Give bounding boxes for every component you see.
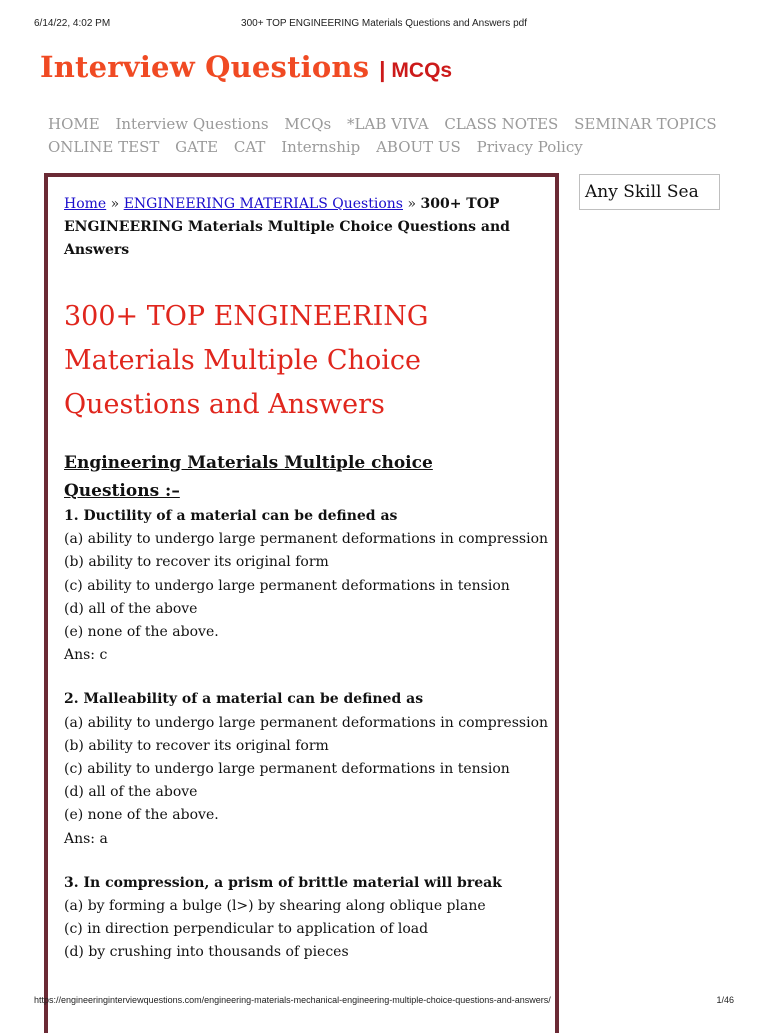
question-option: (c) ability to undergo large permanent deformations in tension <box>64 577 510 594</box>
print-page-number: 1/46 <box>716 995 734 1005</box>
breadcrumb-current: 300+ TOP ENGINEERING Materials Multiple Choice Questions and Answers <box>64 196 510 258</box>
nav-row-2 <box>48 136 718 159</box>
nav-item-lab-viva[interactable]: *LAB VIVA <box>347 115 429 133</box>
brand-separator: | <box>379 57 386 82</box>
nav-item-home[interactable]: HOME <box>48 115 100 133</box>
site-logo[interactable] <box>40 50 452 84</box>
question-option: (c) in direction perpendicular to application of load <box>64 921 429 938</box>
nav-item-interview-questions[interactable]: Interview Questions <box>115 115 269 133</box>
question-text: 3. In compression, a prism of brittle material will break <box>64 874 502 891</box>
question-option: (d) by crushing into thousands of pieces <box>64 944 349 961</box>
nav-item-seminar-topics[interactable]: SEMINAR TOPICS <box>574 115 717 133</box>
nav-item-cat[interactable]: CAT <box>233 138 266 156</box>
question-text: 2. Malleability of a material can be defined as <box>64 691 424 708</box>
print-date: 6/14/22, 4:02 PM <box>34 18 111 29</box>
question-answer: Ans: a <box>64 830 108 847</box>
question-answer: Ans: c <box>64 647 108 664</box>
question-2 <box>64 688 555 850</box>
nav-row-1 <box>48 113 718 136</box>
brand-sub: MCQs <box>391 59 453 82</box>
search-input[interactable]: Any Skill Sea <box>579 174 720 210</box>
print-doc-title: 300+ TOP ENGINEERING Materials Questions and Answers pdf <box>241 18 527 29</box>
question-option: (d) all of the above <box>64 784 198 801</box>
question-option: (a) by forming a bulge (l>) by shearing along oblique plane <box>64 898 486 915</box>
question-option: (a) ability to undergo large permanent deformations in compression <box>64 714 549 731</box>
breadcrumb-home-link[interactable]: Home <box>64 196 107 212</box>
question-option: (d) all of the above <box>64 600 198 617</box>
question-3 <box>64 872 555 965</box>
article-content <box>44 173 559 1033</box>
question-option: (c) ability to undergo large permanent deformations in tension <box>64 761 510 778</box>
question-option: (b) ability to recover its original form <box>64 737 329 754</box>
breadcrumb-separator: » <box>407 196 417 212</box>
nav-item-mcqs[interactable]: MCQs <box>284 115 332 133</box>
page-title: 300+ TOP ENGINEERING Materials Multiple Choice Questions and Answers <box>64 301 429 420</box>
print-footer <box>0 992 768 1012</box>
question-option: (b) ability to recover its original form <box>64 554 329 571</box>
print-header <box>0 0 768 40</box>
question-option: (e) none of the above. <box>64 624 219 641</box>
question-1 <box>64 505 555 667</box>
nav-item-online-test[interactable]: ONLINE TEST <box>48 138 160 156</box>
nav-item-class-notes[interactable]: CLASS NOTES <box>444 115 559 133</box>
breadcrumb <box>64 193 554 262</box>
nav-item-internship[interactable]: Internship <box>281 138 361 156</box>
main-nav <box>48 113 718 159</box>
nav-item-privacy-policy[interactable]: Privacy Policy <box>476 138 583 156</box>
question-text: 1. Ductility of a material can be defined as <box>64 508 398 524</box>
breadcrumb-separator: » <box>110 196 120 212</box>
question-option: (e) none of the above. <box>64 807 219 824</box>
brand-name: Interview Questions <box>40 50 370 84</box>
breadcrumb-category-link[interactable]: ENGINEERING MATERIALS Questions <box>123 196 403 212</box>
nav-item-gate[interactable]: GATE <box>175 138 219 156</box>
question-option: (a) ability to undergo large permanent deformations in compression <box>64 531 549 548</box>
section-heading: Engineering Materials Multiple choice Questions :– <box>64 453 433 501</box>
nav-item-about-us[interactable]: ABOUT US <box>376 138 461 156</box>
print-url: https://engineeringinterviewquestions.com/engineering-materials-mechanical-engineering-multiple-choice-questions-and-answers/ <box>34 995 551 1005</box>
